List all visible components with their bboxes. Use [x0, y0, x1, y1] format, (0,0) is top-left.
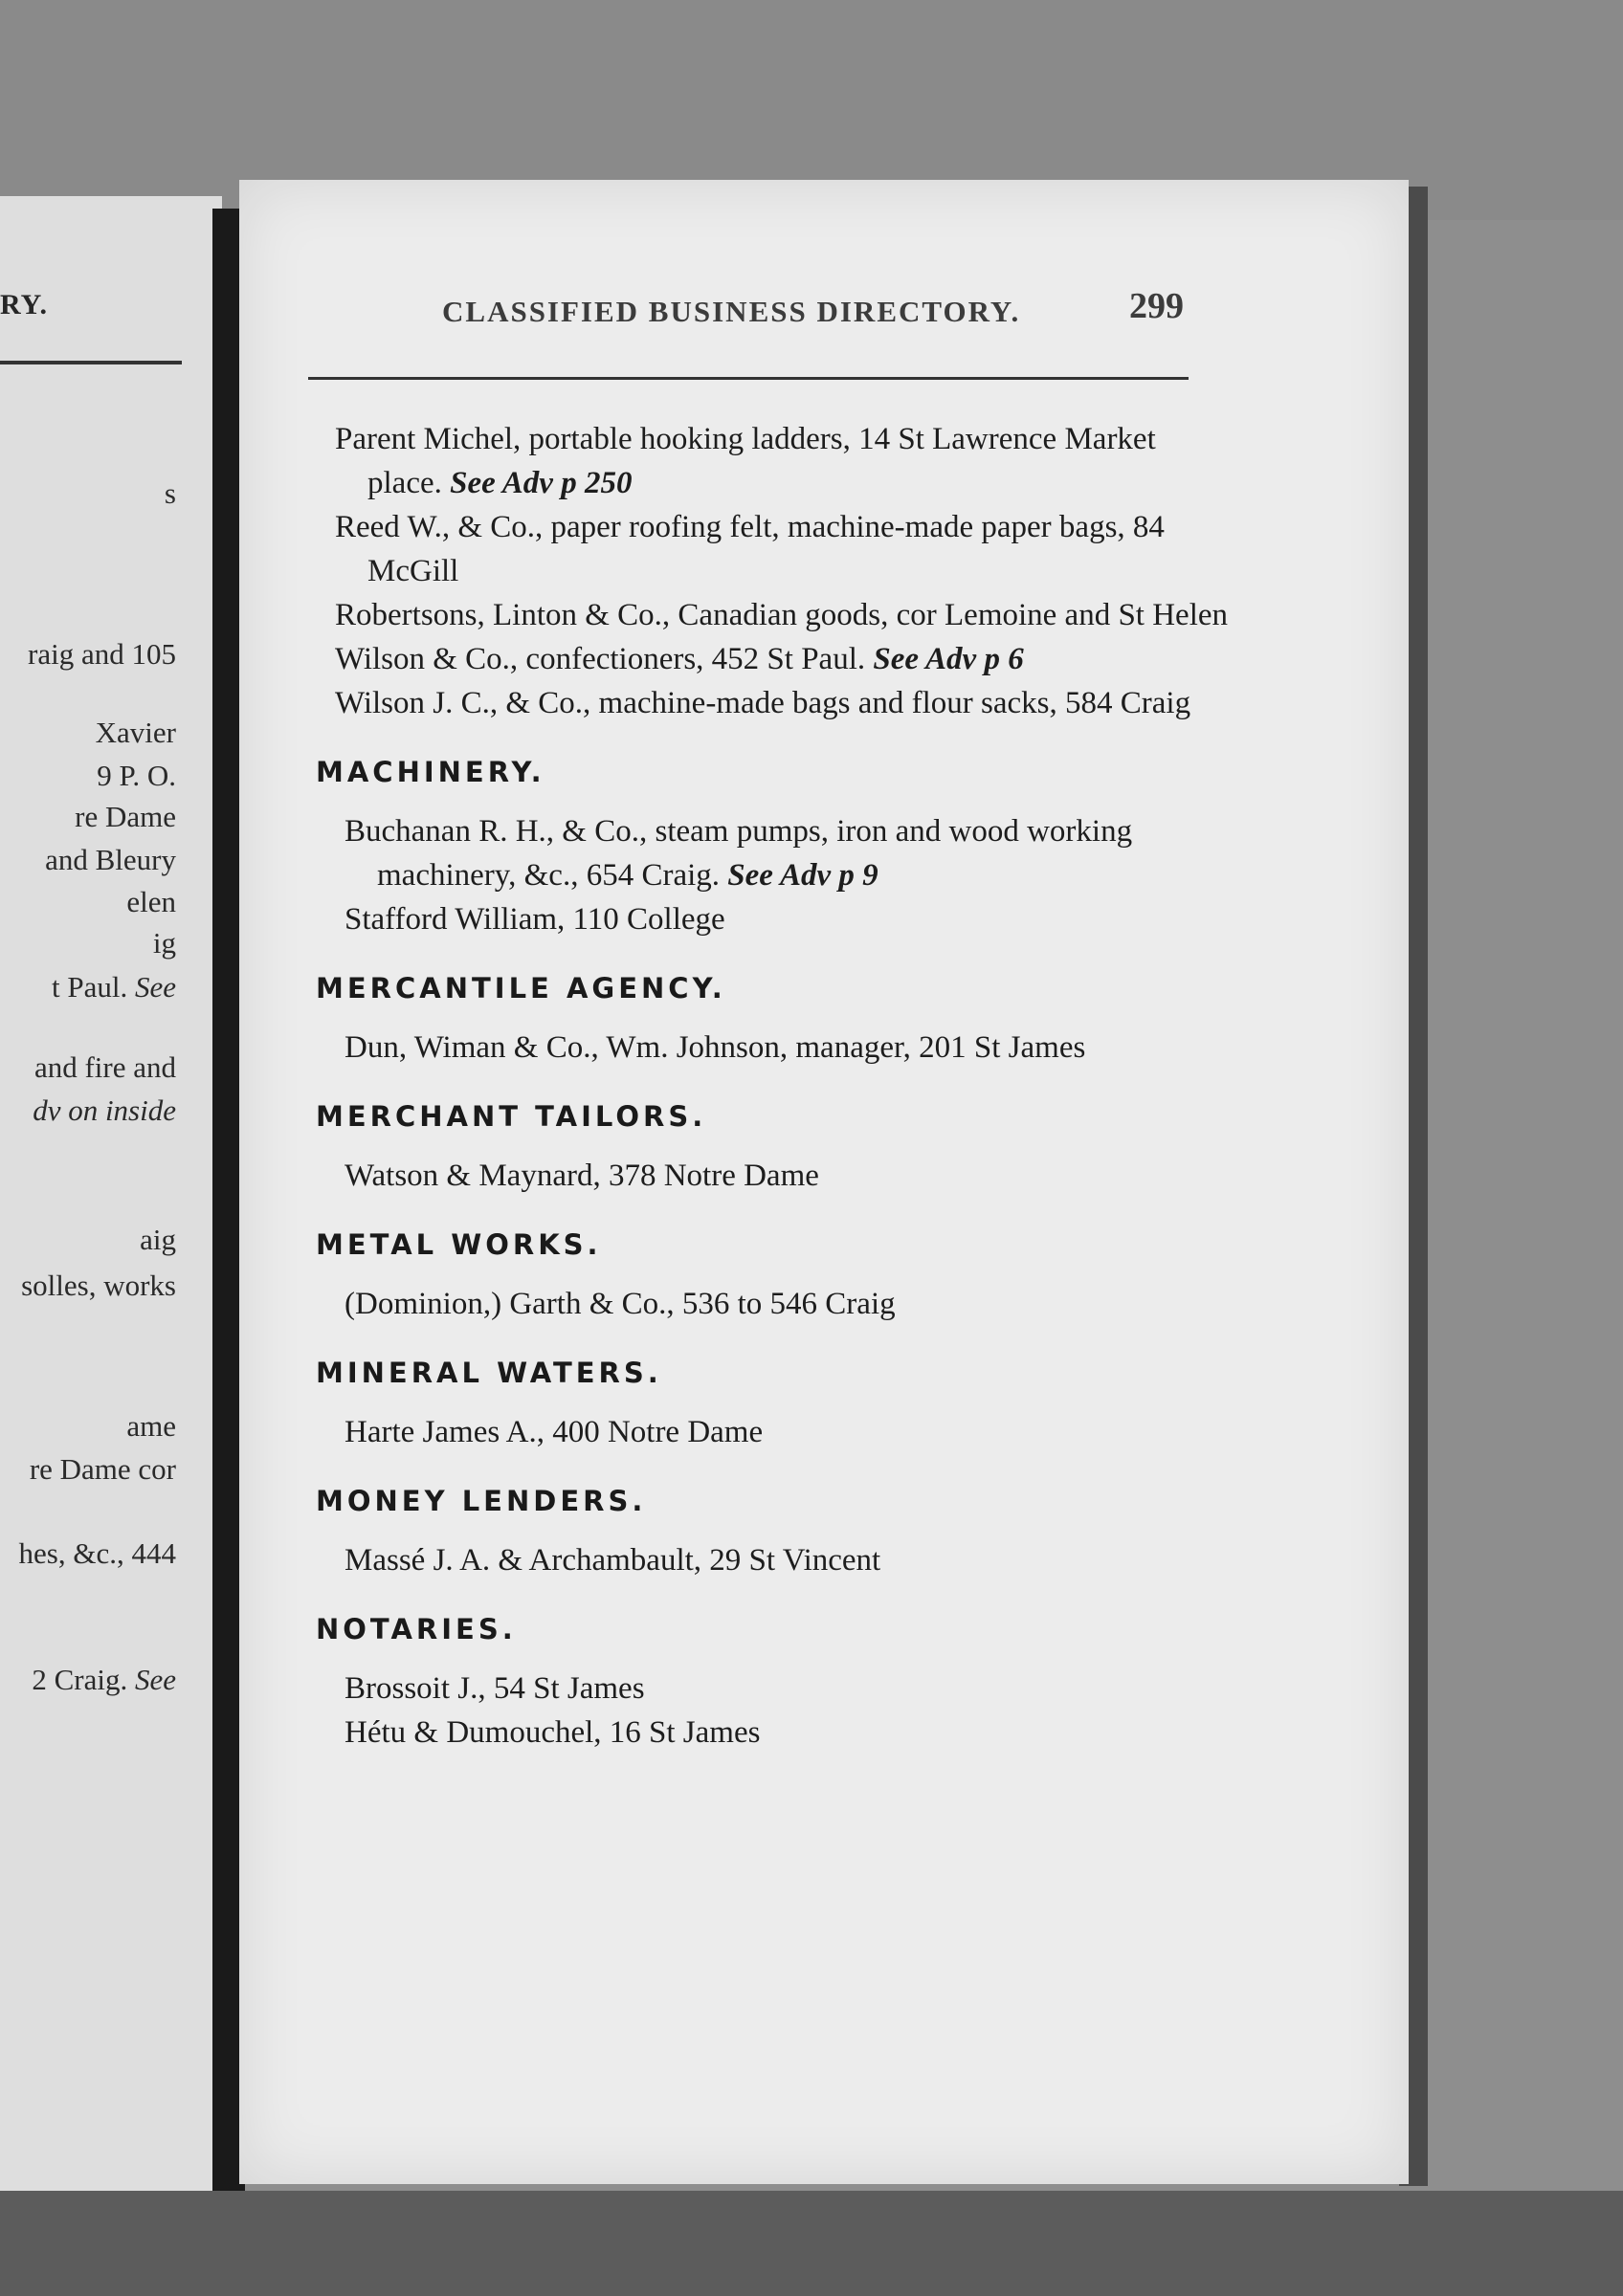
- directory-entry: [335, 417, 1234, 505]
- left-page-line: dv on inside: [33, 1093, 176, 1127]
- entry-text: Parent Michel, portable hooking ladders, 14 St Lawrence Market place.: [335, 422, 1156, 500]
- section-heading: MACHINERY.: [316, 756, 545, 788]
- entry-text: Robertsons, Linton & Co., Canadian goods, cor Lemoine and St Helen: [335, 598, 1229, 632]
- left-page-line: hes, &c., 444: [18, 1536, 176, 1570]
- entry-text: Harte James A., 400 Notre Dame: [345, 1415, 764, 1449]
- advertisement-reference: See Adv p 6: [873, 642, 1024, 676]
- directory-entry: [335, 505, 1234, 593]
- directory-entry: [345, 1711, 1234, 1755]
- left-page-line: t Paul. See: [51, 970, 176, 1004]
- entry-text: Dun, Wiman & Co., Wm. Johnson, manager, 201 St James: [345, 1030, 1086, 1065]
- directory-entry: [335, 593, 1234, 637]
- left-header-rule: [0, 361, 182, 364]
- left-page-line: aig: [140, 1223, 176, 1256]
- directory-entry: [345, 1667, 1234, 1711]
- left-page-line: Xavier: [95, 716, 176, 749]
- left-page-line: 9 P. O.: [97, 759, 176, 792]
- directory-entry: [335, 681, 1234, 725]
- running-header: CLASSIFIED BUSINESS DIRECTORY.: [442, 295, 1021, 328]
- section-heading: MERCANTILE AGENCY.: [316, 972, 726, 1004]
- entry-text: Wilson & Co., confectioners, 452 St Paul.: [335, 642, 866, 676]
- left-page-line: ig: [152, 926, 176, 960]
- page-content: [316, 417, 1234, 1755]
- entry-text: Hétu & Dumouchel, 16 St James: [345, 1715, 761, 1750]
- directory-section: [316, 1357, 1234, 1454]
- entry-text: Stafford William, 110 College: [345, 902, 725, 937]
- section-heading: NOTARIES.: [316, 1613, 517, 1645]
- background-bottom: [0, 2191, 1623, 2296]
- directory-section: [316, 972, 1234, 1070]
- directory-section: [316, 1613, 1234, 1755]
- left-page-line: and Bleury: [45, 843, 176, 876]
- left-page: [0, 196, 222, 2191]
- directory-section: [316, 1485, 1234, 1582]
- advertisement-reference: See Adv p 250: [450, 466, 633, 500]
- left-page-line: raig and 105: [28, 637, 176, 671]
- directory-page: [239, 180, 1409, 2184]
- left-page-line: re Dame: [75, 800, 176, 833]
- left-page-line: and fire and: [33, 1050, 176, 1084]
- left-page-line: re Dame cor: [29, 1452, 176, 1486]
- entry-text: (Dominion,) Garth & Co., 536 to 546 Craig: [345, 1287, 896, 1321]
- entry-text: Wilson J. C., & Co., machine-made bags and flour sacks, 584 Craig: [335, 686, 1191, 720]
- section-heading: MINERAL WATERS.: [316, 1357, 662, 1389]
- directory-entry: [335, 637, 1234, 681]
- sections: [316, 756, 1234, 1755]
- entry-text: Buchanan R. H., & Co., steam pumps, iron and wood working machinery, &c., 654 Craig.: [345, 814, 1133, 893]
- intro-entries: [335, 417, 1234, 725]
- directory-section: [316, 756, 1234, 941]
- directory-section: [316, 1228, 1234, 1326]
- entry-text: Brossoit J., 54 St James: [345, 1671, 645, 1706]
- left-page-line: solles, works: [21, 1269, 176, 1302]
- directory-entry: [345, 809, 1234, 897]
- directory-entry: [345, 1026, 1234, 1070]
- left-page-line: ame: [126, 1409, 176, 1443]
- left-page-line: elen: [126, 885, 176, 918]
- page-number: 299: [1129, 286, 1184, 326]
- section-heading: MONEY LENDERS.: [316, 1485, 647, 1517]
- left-page-header: RY.: [0, 289, 49, 320]
- left-page-line: 2 Craig. See: [32, 1663, 176, 1696]
- advertisement-reference: See Adv p 9: [727, 858, 878, 893]
- header-rule: [308, 377, 1189, 380]
- directory-entry: [345, 1154, 1234, 1198]
- directory-entry: [345, 1538, 1234, 1582]
- section-heading: MERCHANT TAILORS.: [316, 1100, 707, 1133]
- entry-text: Massé J. A. & Archambault, 29 St Vincent: [345, 1543, 881, 1578]
- directory-section: [316, 1100, 1234, 1198]
- directory-entry: [345, 897, 1234, 941]
- left-page-line: s: [164, 476, 176, 510]
- directory-entry: [345, 1282, 1234, 1326]
- entry-text: Reed W., & Co., paper roofing felt, machine-made paper bags, 84 McGill: [335, 510, 1165, 588]
- section-heading: METAL WORKS.: [316, 1228, 602, 1261]
- directory-entry: [345, 1410, 1234, 1454]
- entry-text: Watson & Maynard, 378 Notre Dame: [345, 1159, 819, 1193]
